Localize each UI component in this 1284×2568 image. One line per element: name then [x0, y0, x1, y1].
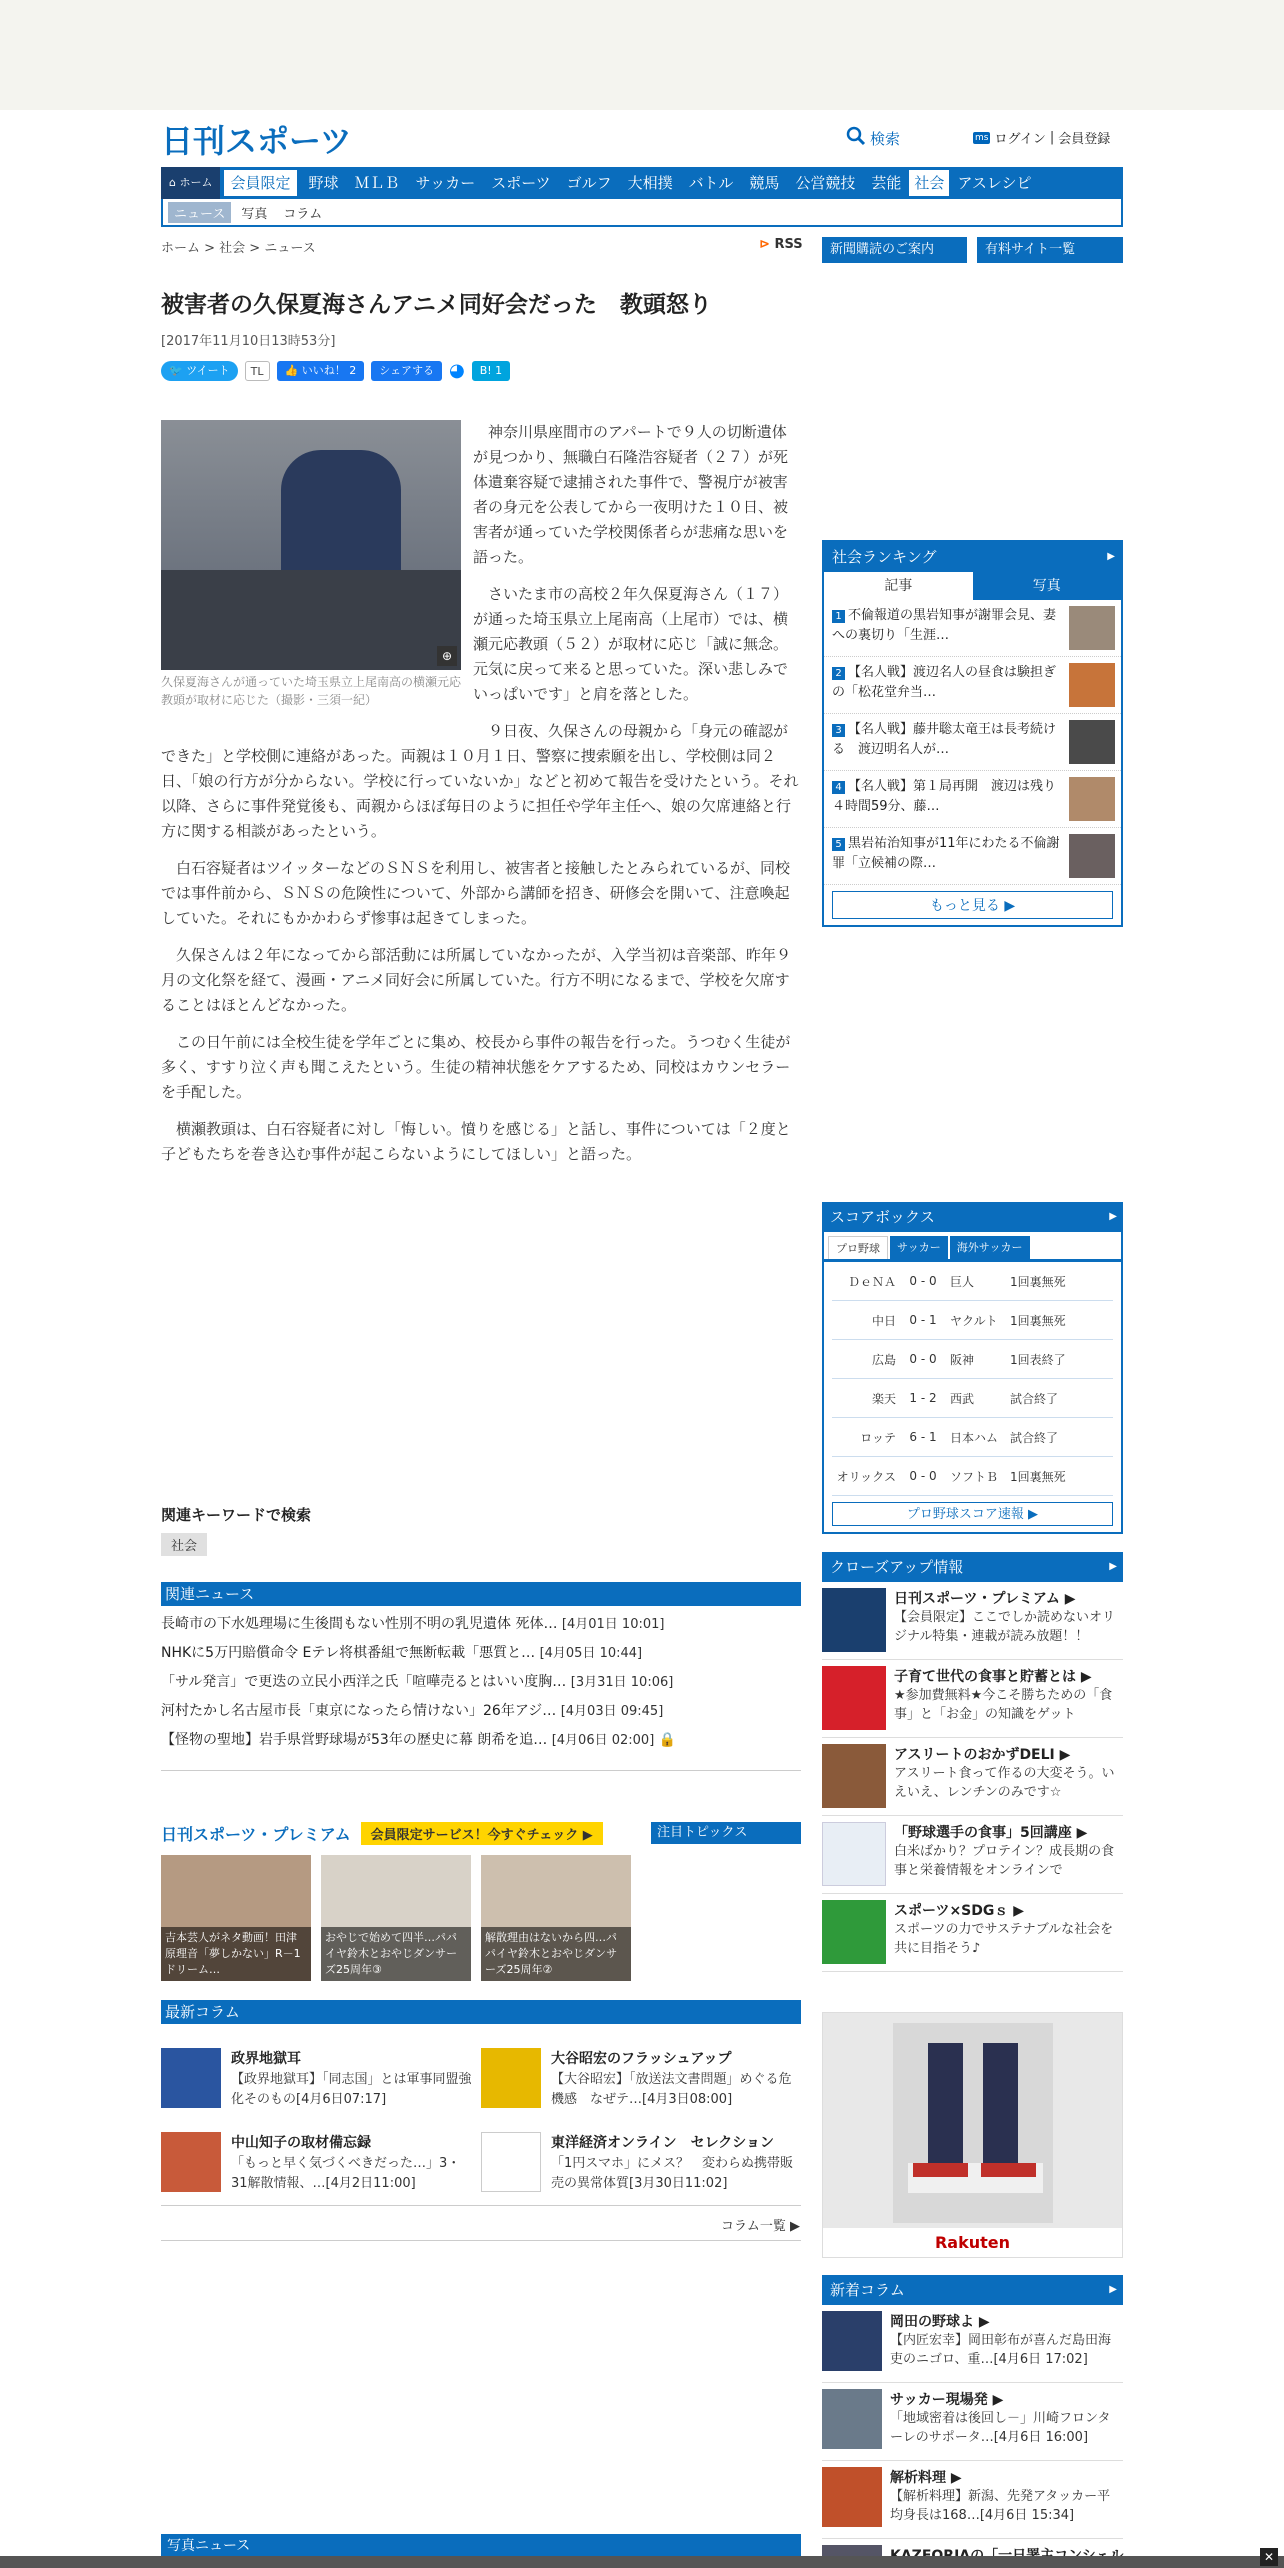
premium-thumbs — [161, 1855, 631, 1981]
score-row[interactable] — [832, 1418, 1113, 1457]
article-date: [2017年11月10日13時53分] — [161, 334, 336, 349]
game-status: 1回裏無死 — [1010, 1469, 1066, 1484]
logo-graphic — [161, 120, 361, 160]
score-row[interactable] — [832, 1379, 1113, 1418]
related-date: [4月03日 09:45] — [560, 1704, 664, 1719]
away-team: ヤクルト — [950, 1313, 998, 1328]
article-paragraph: 久保さんは２年になってから部活動には所属していなかったが、入学当初は音楽部、昨年９月の文化祭を経て、漫画・アニメ同好会に所属していた。行方不明になるまで、学校を欠席することはほとんどなかった。 — [161, 946, 792, 1014]
closeup-icon — [822, 1744, 886, 1808]
top-ad-area — [0, 0, 1284, 110]
ranking-heading[interactable]: 社会ランキング ▶ — [824, 542, 1121, 572]
home-team: ＤｅＮＡ — [847, 1274, 896, 1289]
login-link[interactable]: ログイン — [994, 132, 1046, 147]
article-paragraph: この日午前には全校生徒を学年ごとに集め、校長から事件の報告を行った。うつむく生徒が多く、すすり泣く声も聞こえたという。生徒の精神状態をケアするため、同校はカウンセラーを手配した。 — [161, 1033, 791, 1101]
like-button[interactable] — [277, 361, 365, 381]
nav-item-golf[interactable]: ゴルフ — [566, 174, 612, 192]
premium-thumb[interactable] — [481, 1855, 631, 1981]
article-paragraph: さいたま市の高校２年久保夏海さん（１７）が通った埼玉県立上尾南高（上尾市）では、横瀬元応教頭（５２）が取材に応じ「誠に無念。元気に戻って来ると思っていた。深い悲しみでいっぱいです」と肩を落とした。 — [473, 585, 789, 703]
article-title: 被害者の久保夏海さんアニメ同好会だった 教頭怒り — [161, 292, 712, 318]
closeup-summary: ★参加費無料★今こそ勝ちための「食事」と「お金」の知識をゲット — [894, 1688, 1113, 1722]
ranking-box — [822, 540, 1123, 927]
rank-title: 不倫報道の黒岩知事が謝罪会見、妻への裏切り「生涯… — [832, 608, 1057, 643]
logo-text: 日刊スポーツ — [161, 122, 352, 160]
premium-thumb[interactable] — [161, 1855, 311, 1981]
column-summary: 【政界地獄耳】「同志国」とは軍事同盟強化そのもの[4月6日07:17] — [231, 2072, 472, 2107]
rss-label: RSS — [774, 237, 803, 252]
related-date: [4月06日 02:00] — [551, 1733, 655, 1748]
game-status: 試合終了 — [1010, 1391, 1059, 1406]
column-icon — [161, 2132, 221, 2192]
premium-title: 日刊スポーツ・プレミアム — [161, 1825, 351, 1844]
sub-nav — [161, 199, 1123, 227]
ranking-item[interactable] — [824, 771, 1121, 828]
rank-thumb — [1069, 777, 1115, 821]
new-column-summary: 「地域密着は後回し－」川崎フロンターレのサポータ…[4月6日 16:00] — [890, 2411, 1111, 2445]
new-column-title: 解析料理 ▶ — [890, 2470, 962, 2486]
score: 0 - 1 — [909, 1313, 937, 1327]
related-list — [161, 1610, 801, 1755]
away-team: 阪神 — [950, 1352, 975, 1367]
new-column-summary: 【内匠宏幸】岡田彰布が喜んだ島田海吏のニゴロ、重…[4月6日 17:02] — [890, 2333, 1112, 2367]
column-icon — [481, 2048, 541, 2108]
related-date: [3月31日 10:06] — [570, 1675, 674, 1690]
home-team: ロッテ — [860, 1430, 896, 1445]
column-more-link[interactable]: コラム一覧 ▶ — [721, 2219, 800, 2234]
nav-item-shakai[interactable]: 社会 — [909, 170, 949, 196]
search-button[interactable] — [846, 126, 900, 150]
premium-thumb-caption: 解散理由はないから四…パパイヤ鈴木とおやじダンサーズ25周年② — [481, 1927, 631, 1981]
closeup-heading: クローズアップ情報 ▶ — [822, 1552, 1123, 1582]
rank-thumb — [1069, 606, 1115, 650]
related-title: NHKに5万円賠償命令 Eテレ将棋番組で無断転載「悪質と… — [161, 1645, 536, 1661]
away-team: ソフトＢ — [950, 1469, 999, 1484]
rank-thumb — [1069, 834, 1115, 878]
score: 1 - 2 — [909, 1391, 937, 1405]
ad-label: Rakuten — [934, 2233, 1011, 2252]
ranking-more-button[interactable]: もっと見る ▶ — [832, 891, 1113, 919]
closeup-summary: スポーツの力でサステナブルな社会を共に目指そう♪ — [894, 1922, 1114, 1956]
new-columns-box — [822, 2275, 1123, 2565]
columns-heading: 最新コラム — [161, 2000, 801, 2024]
score: 0 - 0 — [909, 1469, 937, 1483]
closeup-item[interactable] — [822, 1744, 1123, 1816]
nav-item-sports[interactable]: スポーツ — [491, 174, 551, 192]
new-column-summary: 【解析料理】新潟、先発アタッカー平均身長は168…[4月6日 15:34] — [890, 2489, 1111, 2523]
away-team: 日本ハム — [950, 1430, 999, 1445]
ms-badge: ms — [975, 132, 989, 143]
tweet-button[interactable] — [161, 361, 238, 381]
rank-title: 【名人戦】藤井聡太竜王は長考続ける 渡辺明名人が… — [832, 722, 1057, 757]
nav-item-geino[interactable]: 芸能 — [871, 174, 902, 192]
closeup-item[interactable] — [822, 1588, 1123, 1660]
premium-thumb-caption: おやじで始めて四半…パパイヤ鈴木とおやじダンサーズ25周年③ — [321, 1927, 471, 1981]
closeup-icon — [822, 1666, 886, 1730]
global-nav — [161, 167, 1123, 199]
related-item[interactable] — [161, 1639, 801, 1668]
ranking-tabs — [824, 572, 1121, 600]
related-title: 【怪物の聖地】岩手県営野球場が53年の歴史に幕 朗希を追… — [161, 1732, 548, 1748]
nav-item-soccer[interactable]: サッカー — [415, 174, 476, 192]
related-item[interactable] — [161, 1668, 801, 1697]
new-column-item[interactable] — [822, 2389, 1123, 2461]
like-label: いいね！ 2 — [301, 363, 357, 377]
photo-table — [161, 570, 461, 670]
tab-probaseball[interactable]: プロ野球 — [828, 1236, 888, 1259]
related-item[interactable] — [161, 1610, 801, 1639]
column-title: 大谷昭宏のフラッシュアップ — [551, 2051, 732, 2067]
new-column-item[interactable] — [822, 2311, 1123, 2383]
score-more-button[interactable]: プロ野球スコア速報 ▶ — [832, 1502, 1113, 1526]
closeup-title: スポーツ×SDGｓ ▶ — [894, 1903, 1025, 1919]
column-icon — [161, 2048, 221, 2108]
tab-intl-soccer[interactable]: 海外サッカー — [950, 1236, 1030, 1259]
keyword-tag[interactable]: 社会 — [161, 1533, 207, 1556]
search-label: 検索 — [870, 129, 901, 148]
divider — [161, 2205, 801, 2206]
article-photo[interactable] — [161, 420, 461, 670]
tab-soccer[interactable]: サッカー — [890, 1236, 948, 1259]
rank-title: 【名人戦】渡辺名人の昼食は験担ぎの「松花堂弁当… — [832, 665, 1057, 700]
topics-heading: 注目トピックス — [651, 1822, 801, 1844]
search-icon — [846, 126, 866, 150]
ranking-item[interactable] — [824, 714, 1121, 771]
login-area — [973, 128, 1110, 147]
scorebox — [822, 1202, 1123, 1534]
messenger-icon[interactable]: ◕ — [449, 360, 465, 381]
article-paragraph: ９日夜、久保さんの母親から「身元の確認ができた」と学校側に連絡があった。両親は１０月１日、警察に捜索願を出し、学校側は同２日、「娘の行方が分からない。学校に行っていないか」などと初めて報告を受けたという。それ以降、さらに事件発覚後も、両親からほぼ毎日のように担任や学年主任へ、娘の欠席連絡と行方に関する相談があったという。 — [161, 722, 799, 840]
home-team: 広島 — [871, 1352, 896, 1367]
divider — [161, 2240, 801, 2241]
closeup-icon — [822, 1900, 886, 1964]
register-link[interactable]: 会員登録 — [1058, 132, 1111, 147]
new-column-title: サッカー現場発 ▶ — [890, 2392, 1004, 2408]
tweet-label: ツイート — [186, 363, 230, 377]
fb-share-button[interactable]: シェアする — [371, 361, 442, 381]
home-team: 中日 — [871, 1313, 896, 1328]
score: 0 - 0 — [909, 1352, 937, 1366]
nav-item-sumo[interactable]: 大相撲 — [627, 174, 673, 192]
scorebox-body — [822, 1261, 1123, 1534]
article-paragraph: 横瀬教頭は、白石容疑者に対し「悔しい。憤りを感じる」と話し、事件については「２度と子どもたちを巻き込む事件が起こらないようにしてほしい」と語った。 — [161, 1120, 791, 1163]
closeup-item[interactable] — [822, 1822, 1123, 1894]
closeup-title: 「野球選手の食事」5回講座 ▶ — [894, 1825, 1088, 1841]
nav-home-label: ホーム — [179, 176, 213, 189]
new-column-icon — [822, 2311, 882, 2371]
nav-item-battle[interactable]: バトル — [688, 174, 734, 192]
bottom-ad-bar — [0, 2550, 1284, 2568]
closeup-item[interactable] — [822, 1900, 1123, 1972]
home-icon: ⌂ — [169, 176, 176, 189]
ad-image — [823, 2013, 1122, 2228]
rank-thumb — [1069, 663, 1115, 707]
nav-item-koei[interactable]: 公営競技 — [795, 174, 856, 192]
rank-thumb — [1069, 720, 1115, 764]
rank-title: 黒岩祐治知事が11年にわたる不倫謝罪「立候補の際… — [832, 836, 1060, 871]
game-status: 1回表終了 — [1010, 1352, 1066, 1367]
article-paragraph: 神奈川県座間市のアパートで９人の切断遺体が見つかり、無職白石隆浩容疑者（２７）が死体遺棄容疑で逮捕された事件で、警視庁が被害者の身元を公表してから一夜明けた１０日、被害者が通っていた学校関係者らが悲痛な思いを語った。 — [473, 423, 789, 566]
closeup-title: 子育て世代の食事と貯蓄とは ▶ — [894, 1669, 1092, 1685]
column-item[interactable] — [161, 2048, 481, 2118]
photo-news-heading[interactable]: 写真ニュース — [161, 2534, 801, 2558]
score: 6 - 1 — [909, 1430, 937, 1444]
related-title: 「サル発言」で更迭の立民小西洋之氏「喧嘩売るとはいい度胸… — [161, 1674, 567, 1690]
premium-thumb[interactable] — [321, 1855, 471, 1981]
closeup-title: アスリートのおかずDELI ▶ — [894, 1747, 1071, 1763]
premium-badge[interactable]: 会員限定サービス！今すぐチェック ▶ — [361, 1822, 603, 1845]
new-columns-heading[interactable]: 新着コラム ▶ — [822, 2275, 1123, 2305]
rakuten-ad[interactable] — [822, 2012, 1123, 2258]
premium-thumb-caption: 吉本芸人がネタ動画！田津原理音「夢しかない」R－1ドリーム… — [161, 1927, 311, 1981]
zoom-icon[interactable]: ⊕ — [437, 646, 457, 666]
like-icon: 👍 — [284, 363, 299, 377]
closeup-box — [822, 1552, 1123, 1972]
game-status: 1回裏無死 — [1010, 1313, 1066, 1328]
rank-number: 2 — [832, 667, 845, 680]
new-column-title: 岡田の野球よ ▶ — [890, 2314, 990, 2330]
column-summary: 【大谷昭宏】「放送法文書問題」めぐる危機感 なぜテ…[4月3日08:00] — [551, 2072, 792, 2107]
breadcrumb[interactable]: ホーム > 社会 > ニュース — [161, 241, 316, 256]
home-team: 楽天 — [871, 1391, 896, 1406]
tab-articles[interactable]: 記事 — [824, 572, 973, 600]
score-row[interactable] — [832, 1340, 1113, 1379]
column-title: 東洋経済オンライン セレクション — [551, 2135, 775, 2151]
closeup-summary: 白米ばかり？プロテイン？成長期の食事と栄養情報をオンラインで — [894, 1844, 1115, 1878]
column-title: 政界地獄耳 — [231, 2051, 301, 2067]
related-item[interactable] — [161, 1697, 801, 1726]
column-summary: 「1円スマホ」にメス？ 変わらぬ携帯販売の異常体質[3月30日11:02] — [551, 2156, 794, 2191]
nav-item-mlb[interactable]: ＭＬＢ — [354, 174, 400, 192]
column-title: 中山知子の取材備忘録 — [231, 2135, 371, 2151]
related-date: [4月01日 10:01] — [561, 1617, 665, 1632]
closeup-icon — [822, 1822, 886, 1886]
nav-item-keiba[interactable]: 競馬 — [749, 174, 780, 192]
related-heading: 関連ニュース — [161, 1582, 801, 1606]
closeup-title: 日刊スポーツ・プレミアム ▶ — [894, 1591, 1076, 1607]
divider: | — [1049, 130, 1055, 145]
subnav-column[interactable]: コラム — [283, 206, 323, 222]
article-paragraph: 白石容疑者はツイッターなどのＳＮＳを利用し、被害者と接触したとみられているが、同校では事件前から、ＳＮＳの危険性について、外部から講師を招き、研修会を開いて、注意喚起していた。それにもかかわらず惨事は起きてしまった。 — [161, 859, 790, 927]
close-icon[interactable]: ✕ — [1260, 2548, 1278, 2566]
score-row[interactable] — [832, 1301, 1113, 1340]
nav-item-athrecipe[interactable]: アスレシピ — [957, 174, 1032, 192]
keyword-heading: 関連キーワードで検索 — [161, 1506, 312, 1524]
game-status: 1回裏無死 — [1010, 1274, 1066, 1289]
subnav-photo[interactable]: 写真 — [241, 206, 268, 222]
rank-number: 5 — [832, 838, 845, 851]
site-logo[interactable] — [161, 120, 361, 160]
new-column-icon — [822, 2467, 882, 2527]
scorebox-tabs — [822, 1232, 1123, 1261]
new-column-icon — [822, 2389, 882, 2449]
divider — [161, 1770, 801, 1771]
away-team: 西武 — [950, 1391, 975, 1406]
ranking-item[interactable] — [824, 600, 1121, 657]
game-status: 試合終了 — [1010, 1430, 1059, 1445]
nav-home[interactable] — [161, 167, 220, 199]
tl-button[interactable]: TL — [245, 361, 270, 381]
rank-number: 1 — [832, 610, 845, 623]
column-item[interactable] — [481, 2132, 801, 2202]
nav-item-member[interactable]: 会員限定 — [224, 170, 296, 196]
rank-title: 【名人戦】第１局再開 渡辺は残り４時間59分、藤… — [832, 779, 1057, 814]
scorebox-heading[interactable]: スコアボックス ▶ — [822, 1202, 1123, 1232]
related-title: 河村たかし名古屋市長「東京になったら情けない」26年アジ… — [161, 1703, 557, 1719]
photo-caption: 久保夏海さんが通っていた埼玉県立上尾南高の横瀬元応教頭が取材に応じた（撮影・三須一紀） — [161, 675, 462, 707]
new-column-item[interactable] — [822, 2467, 1123, 2539]
rank-number: 4 — [832, 781, 845, 794]
premium-heading — [161, 1822, 603, 1845]
nav-item-baseball[interactable]: 野球 — [308, 174, 339, 192]
rss-link[interactable] — [759, 237, 803, 252]
related-date: [4月05日 10:44] — [539, 1646, 643, 1661]
twitter-icon: 🐦 — [169, 363, 183, 377]
column-summary: 「もっと早く気づくべきだった…」3・31解散情報、…[4月2日11:00] — [231, 2156, 461, 2191]
related-title: 長崎市の下水処理場に生後間もない性別不明の乳児遺体 死体… — [161, 1616, 558, 1632]
tab-photos[interactable]: 写真 — [973, 572, 1122, 600]
subscribe-button[interactable]: 新聞購読のご案内 — [822, 237, 967, 263]
hatena-button[interactable]: B! 1 — [472, 361, 510, 381]
column-icon — [481, 2132, 541, 2192]
column-item[interactable] — [481, 2048, 801, 2118]
closeup-item[interactable] — [822, 1666, 1123, 1738]
score: 0 - 0 — [909, 1274, 937, 1288]
home-team: オリックス — [836, 1469, 896, 1484]
closeup-summary: アスリート食って作るの大変そう。いえいえ、レンチンのみです☆ — [894, 1766, 1115, 1800]
related-item[interactable] — [161, 1726, 801, 1755]
share-bar — [161, 360, 510, 381]
column-item[interactable] — [161, 2132, 481, 2202]
ranking-item[interactable] — [824, 657, 1121, 714]
closeup-icon — [822, 1588, 886, 1652]
rank-number: 3 — [832, 724, 845, 737]
paid-sites-button[interactable]: 有料サイト一覧 — [977, 237, 1123, 263]
closeup-summary: 【会員限定】ここでしか読めないオリジナル特集・連載が読み放題！！ — [894, 1610, 1116, 1644]
ranking-item[interactable] — [824, 828, 1121, 885]
subnav-news[interactable]: ニュース — [168, 202, 231, 223]
score-row[interactable] — [832, 1457, 1113, 1496]
lock-icon: 🔒 — [658, 1732, 677, 1748]
away-team: 巨人 — [950, 1274, 975, 1289]
rss-icon: ⊳ — [759, 237, 770, 252]
score-row[interactable] — [832, 1262, 1113, 1301]
